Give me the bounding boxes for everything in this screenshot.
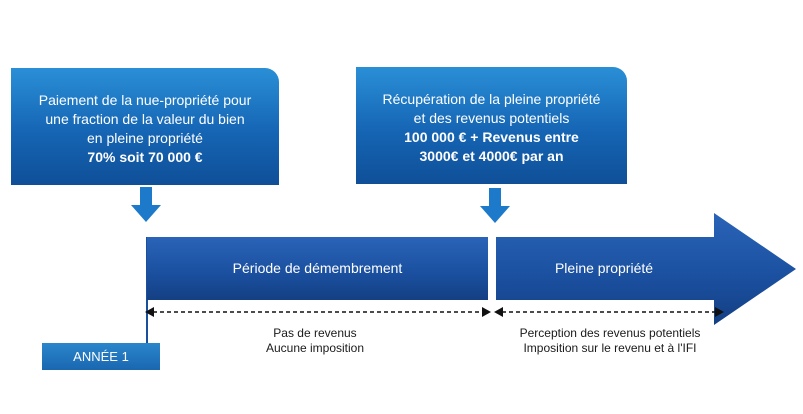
- right-info-box: [356, 67, 627, 184]
- phase-demembrement-label: Période de démembrement: [232, 260, 403, 276]
- phase-pleine-propriete-label: Pleine propriété: [554, 260, 654, 276]
- caption-left-line-2: Aucune imposition: [265, 341, 365, 355]
- phase-demembrement-bar: [147, 237, 488, 300]
- caption-right-line-2: Imposition sur le revenu et à l'IFI: [523, 341, 697, 355]
- right-box-line-2: et des revenus potentiels: [413, 110, 570, 126]
- left-box-line-1: Paiement de la nue-propriété pour: [38, 92, 252, 108]
- caption-left-line-1: Pas de revenus: [273, 326, 357, 340]
- left-info-box: [11, 68, 279, 185]
- phase-pleine-propriete-caption: [480, 326, 740, 356]
- left-box-line-4: 70% soit 70 000 €: [87, 149, 203, 165]
- annee-1-badge: ANNÉE 1: [42, 343, 160, 370]
- right-box-line-3: 100 000 € + Revenus entre: [404, 129, 579, 145]
- down-arrow-icon: [131, 187, 161, 223]
- caption-right-line-1: Perception des revenus potentiels: [519, 326, 701, 340]
- phase-pleine-propriete-dimension-line: [494, 305, 724, 319]
- phase-demembrement-caption: [215, 326, 415, 356]
- right-box-line-4: 3000€ et 4000€ par an: [419, 148, 564, 164]
- left-box-line-3: en pleine propriété: [87, 130, 203, 146]
- left-box-line-2: une fraction de la valeur du bien: [45, 111, 245, 127]
- right-box-line-1: Récupération de la pleine propriété: [382, 91, 601, 107]
- phase-demembrement-dimension-line: [145, 305, 491, 319]
